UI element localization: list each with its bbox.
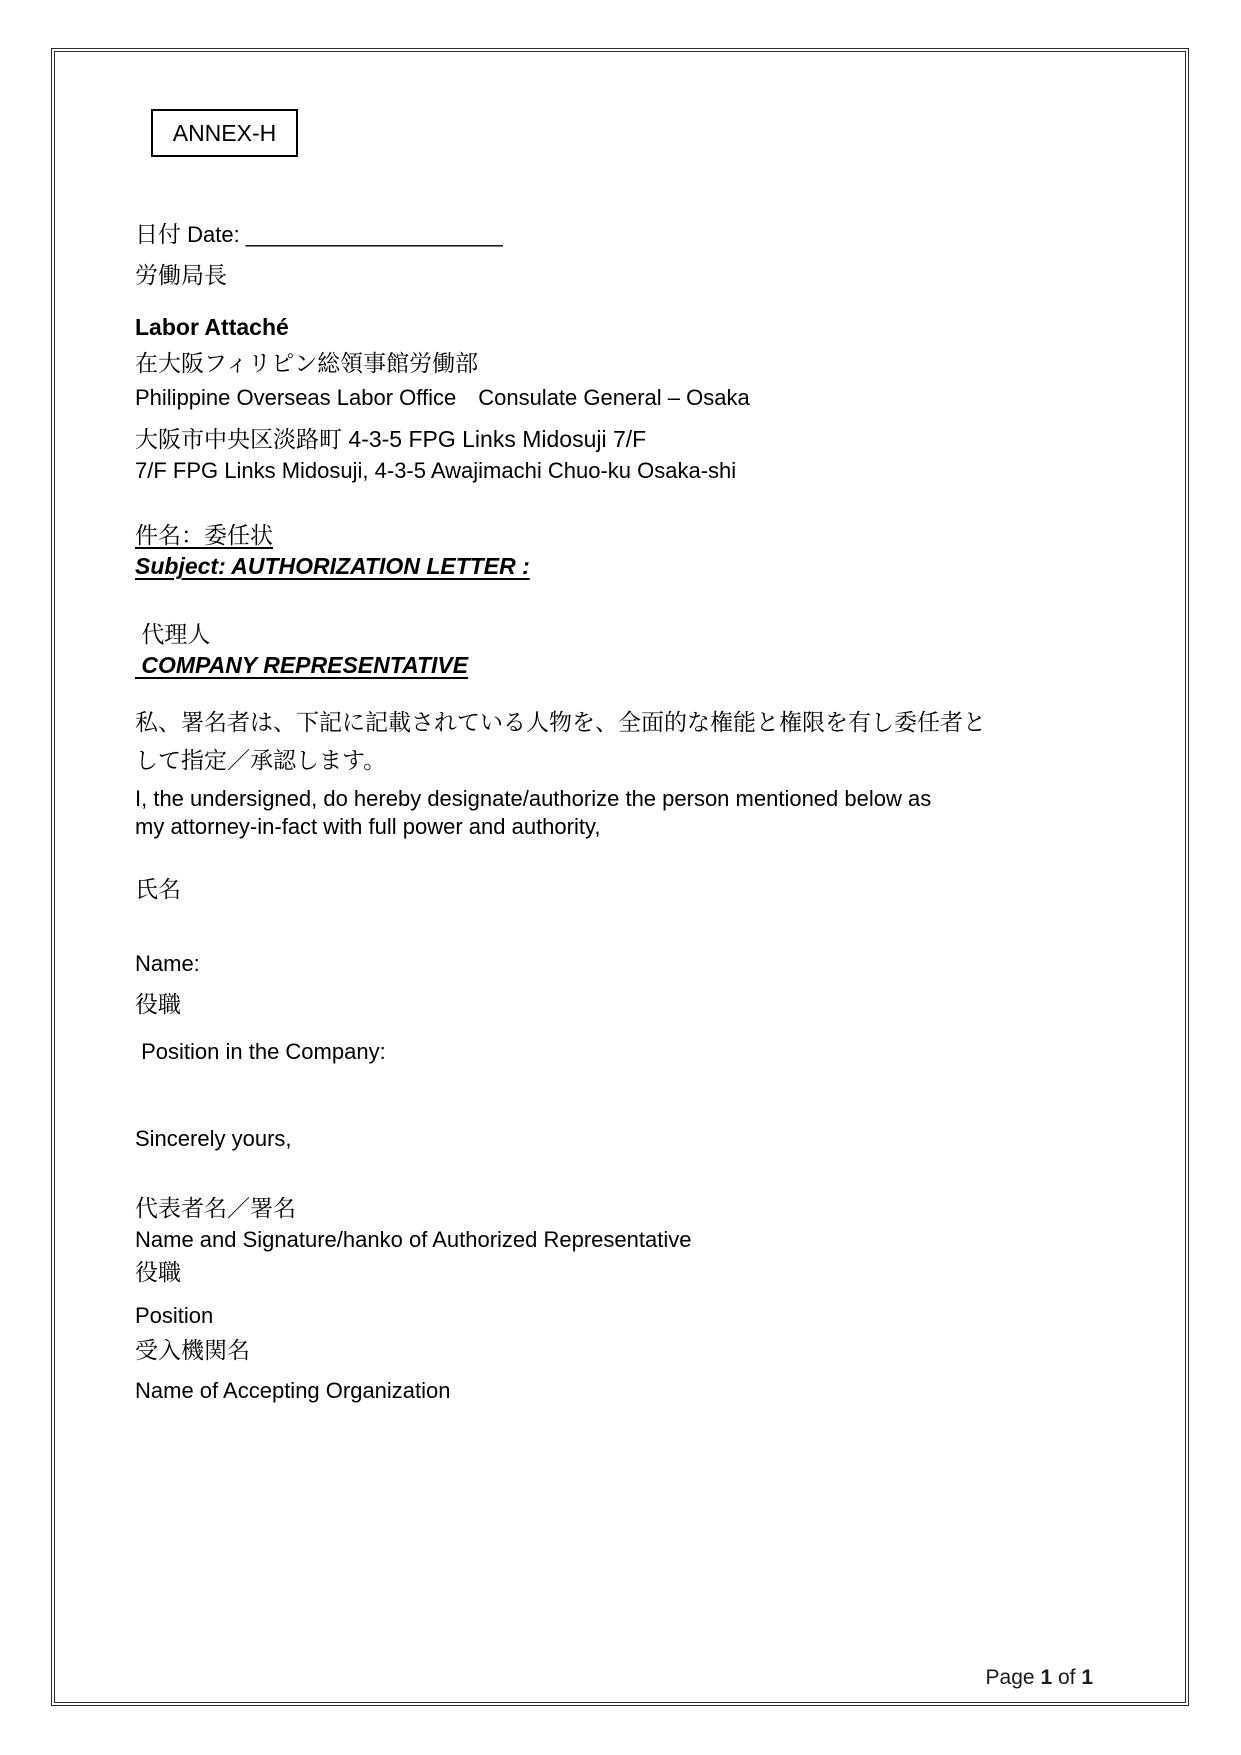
closing-line: Sincerely yours,: [135, 1126, 292, 1151]
page-footer: [986, 1666, 1093, 1690]
signature-position-label-ja: 役職: [135, 1259, 181, 1285]
annex-label: ANNEX-H: [172, 119, 277, 146]
representative-heading-ja: 代理人: [135, 621, 211, 647]
recipient-title-en: Labor Attaché: [135, 314, 289, 340]
subject-line-ja: [135, 522, 273, 548]
position-field-label-en: Position in the Company:: [135, 1039, 386, 1064]
accepting-org-label-ja: 受入機関名: [135, 1337, 250, 1363]
office-address-en: 7/F FPG Links Midosuji, 4-3-5 Awajimachi Chuo-ku Osaka-shi: [135, 458, 737, 483]
date-label-en: Date:: [181, 222, 246, 247]
signature-position-label-en: Position: [135, 1303, 214, 1328]
signature-name-label-en: Name and Signature/hanko of Authorized Representative: [135, 1227, 692, 1252]
office-name-en: Philippine Overseas Labor Office Consulate General – Osaka: [135, 385, 750, 410]
footer-page-word: Page: [985, 1666, 1041, 1689]
body-en-line1: I, the undersigned, do hereby designate/authorize the person mentioned below as: [135, 786, 932, 811]
footer-page-number: 1: [1040, 1666, 1053, 1689]
subject-text-ja: 件名：委任状: [135, 522, 273, 548]
footer-page-total: 1: [1081, 1666, 1093, 1689]
office-name-ja: 在大阪フィリピン総領事館労働部: [135, 350, 479, 376]
representative-heading-en: [135, 652, 468, 678]
recipient-title-ja: 労働局長: [135, 262, 227, 288]
date-line: [135, 221, 503, 247]
position-field-label-ja: 役職: [135, 991, 181, 1017]
subject-line-en: [135, 553, 530, 579]
footer-of-word: of: [1052, 1666, 1082, 1689]
name-field-label-ja: 氏名: [135, 876, 181, 902]
representative-text-en: COMPANY REPRESENTATIVE: [135, 652, 469, 678]
accepting-org-label-en: Name of Accepting Organization: [135, 1378, 451, 1403]
date-blank-line: _____________________: [245, 222, 503, 247]
page-border: [51, 48, 1189, 1706]
name-field-label-en: Name:: [135, 951, 200, 976]
date-label-ja: 日付: [135, 221, 181, 247]
body-ja-line1: 私、署名者は、下記に記載されている人物を、全面的な権能と権限を有し委任者と: [135, 709, 986, 735]
body-en-line2: my attorney-in-fact with full power and authority,: [135, 814, 601, 839]
body-ja-line2: して指定／承認します。: [135, 747, 387, 773]
signature-name-label-ja: 代表者名／署名: [135, 1195, 296, 1221]
annex-label-box: [151, 109, 298, 157]
subject-text-en: Subject: AUTHORIZATION LETTER :: [135, 553, 530, 579]
office-address-ja: 大阪市中央区淡路町 4-3-5 FPG Links Midosuji 7/F: [135, 426, 647, 452]
